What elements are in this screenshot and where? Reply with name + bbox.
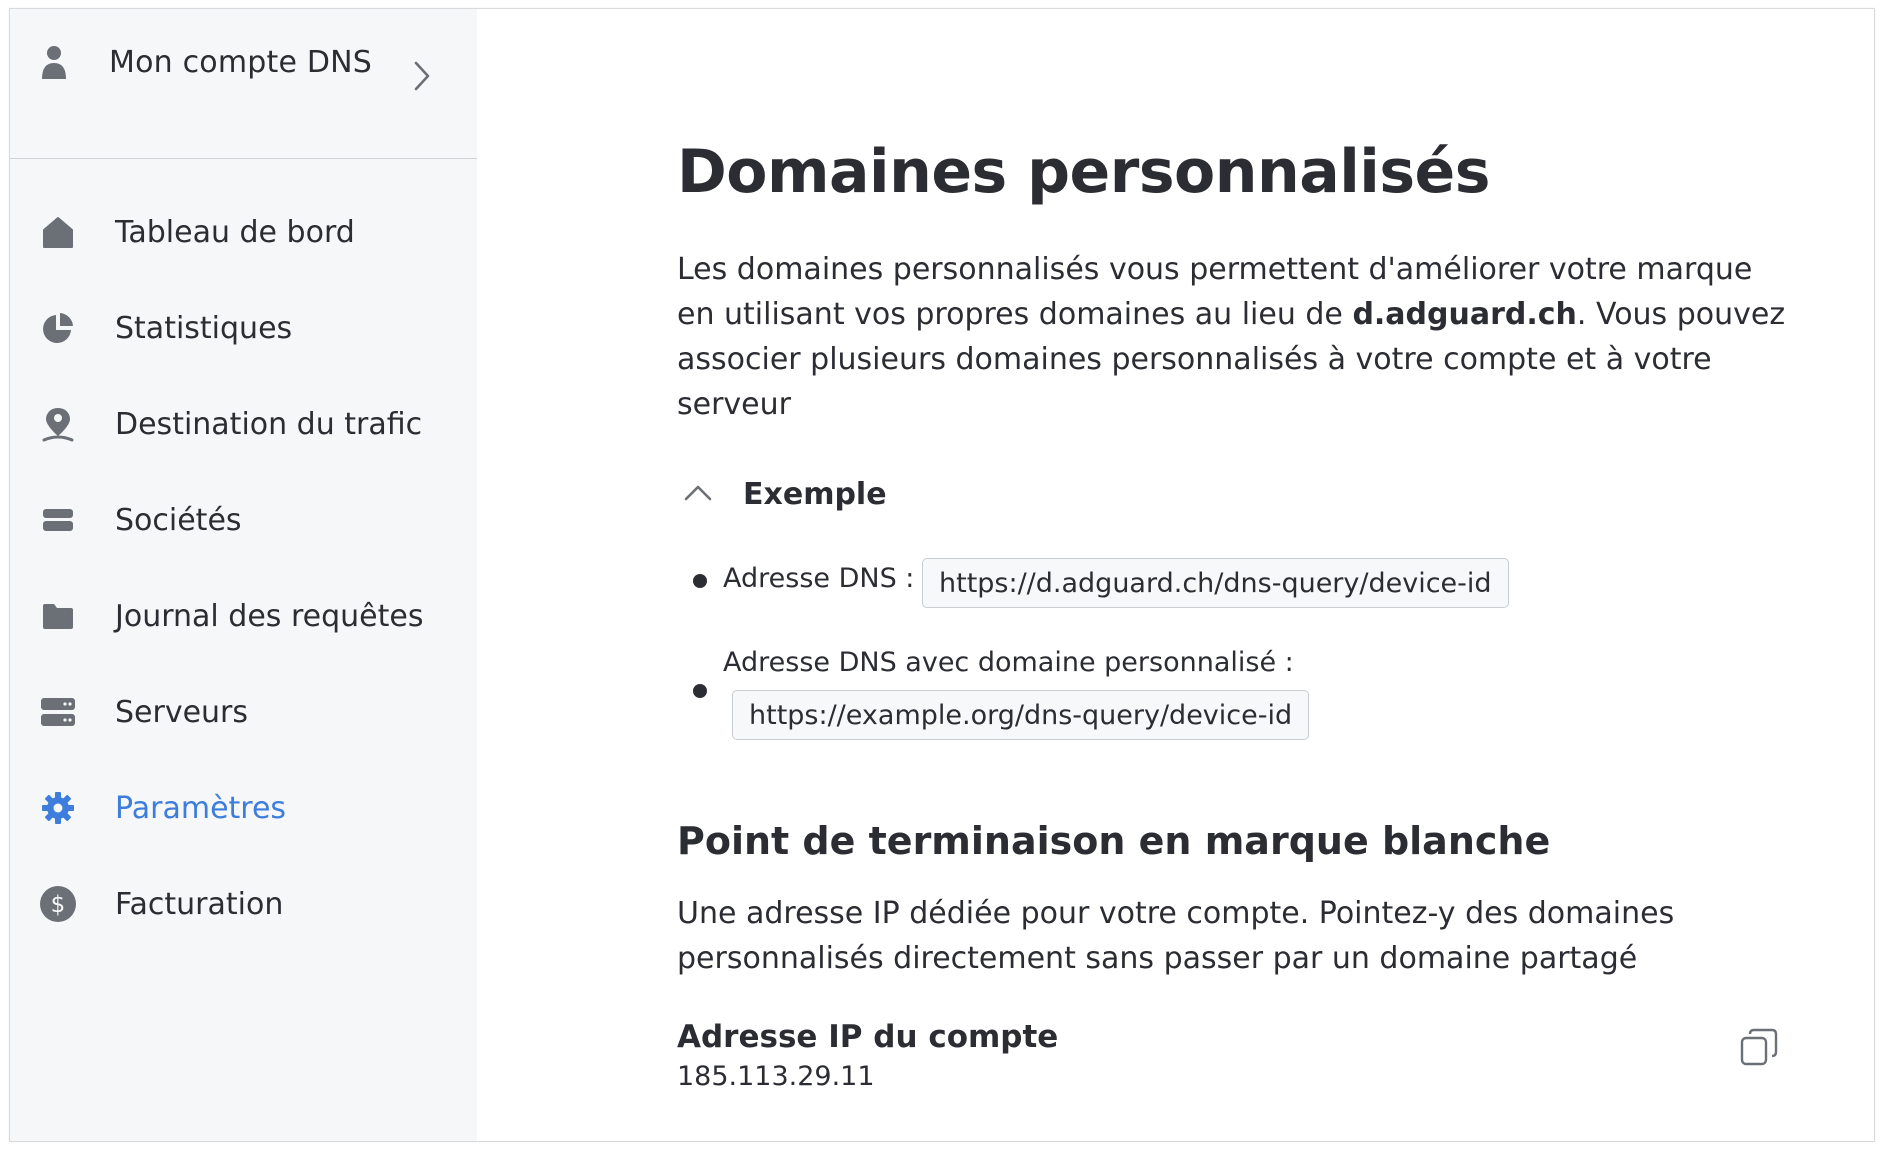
svg-text:$: $	[50, 892, 66, 918]
account-ip-label: Adresse IP du compte	[677, 1019, 1059, 1055]
custom-dns-address-label: Adresse DNS avec domaine personnalisé :	[723, 647, 1294, 678]
account-ip-value: 185.113.29.11	[677, 1061, 875, 1092]
sidebar-item-traffic-destination[interactable]	[10, 376, 477, 472]
sidebar-nav	[10, 184, 477, 952]
app-window	[9, 8, 1875, 1142]
sidebar-item-dashboard[interactable]	[10, 184, 477, 280]
chevron-right-icon	[410, 59, 434, 93]
sidebar-item-label: Sociétés	[115, 502, 242, 538]
server-icon	[39, 693, 77, 731]
home-icon	[39, 213, 77, 251]
sidebar-item-label: Destination du trafic	[115, 406, 423, 442]
sidebar-item-label: Serveurs	[115, 694, 249, 730]
sidebar-item-label: Journal des requêtes	[115, 598, 424, 634]
page-title: Domaines personnalisés	[677, 137, 1490, 207]
default-domain: d.adguard.ch	[1352, 297, 1577, 332]
example-toggle[interactable]	[683, 477, 887, 512]
sidebar-item-servers[interactable]	[10, 664, 477, 760]
account-switcher[interactable]	[10, 9, 477, 159]
description-text: . Vous pouvez associer plusieurs domaines personnalisés à votre compte et à votre serveur	[677, 297, 1786, 422]
sidebar-item-companies[interactable]	[10, 472, 477, 568]
account-label: Mon compte DNS	[109, 45, 373, 80]
company-icon	[39, 501, 77, 539]
description-text: Les domaines personnalisés vous permettent d'améliorer votre marque en utilisant vos propres domaines au lieu de	[677, 252, 1753, 332]
sidebar-item-label: Paramètres	[115, 790, 287, 826]
example-toggle-label: Exemple	[743, 477, 887, 512]
sidebar-item-statistics[interactable]	[10, 280, 477, 376]
copy-button[interactable]	[1737, 1027, 1781, 1071]
sidebar-item-query-log[interactable]	[10, 568, 477, 664]
pie-chart-icon	[39, 309, 77, 347]
gear-icon	[39, 789, 77, 827]
sidebar-item-label: Facturation	[115, 886, 284, 922]
sidebar-item-billing[interactable]	[10, 856, 477, 952]
sidebar-item-label: Tableau de bord	[115, 214, 355, 250]
copy-icon	[1739, 1027, 1779, 1071]
dns-address-label: Adresse DNS :	[723, 563, 915, 594]
bullet	[693, 574, 707, 588]
map-pin-icon	[39, 405, 77, 443]
section-heading: Point de terminaison en marque blanche	[677, 819, 1551, 863]
user-icon	[39, 43, 69, 83]
sidebar	[10, 9, 477, 1141]
page-description	[677, 247, 1797, 427]
dns-address-value[interactable]: https://d.adguard.ch/dns-query/device-id	[922, 558, 1509, 608]
section-description: Une adresse IP dédiée pour votre compte. Pointez-y des domaines personnalisés directement sans passer par un domaine partagé	[677, 896, 1675, 976]
sidebar-item-label: Statistiques	[115, 310, 293, 346]
custom-dns-address-value[interactable]: https://example.org/dns-query/device-id	[732, 690, 1309, 740]
folder-icon	[39, 597, 77, 635]
chevron-up-icon	[683, 483, 713, 507]
bullet	[693, 684, 707, 698]
sidebar-item-settings[interactable]	[10, 760, 477, 856]
dollar-icon	[39, 885, 77, 923]
